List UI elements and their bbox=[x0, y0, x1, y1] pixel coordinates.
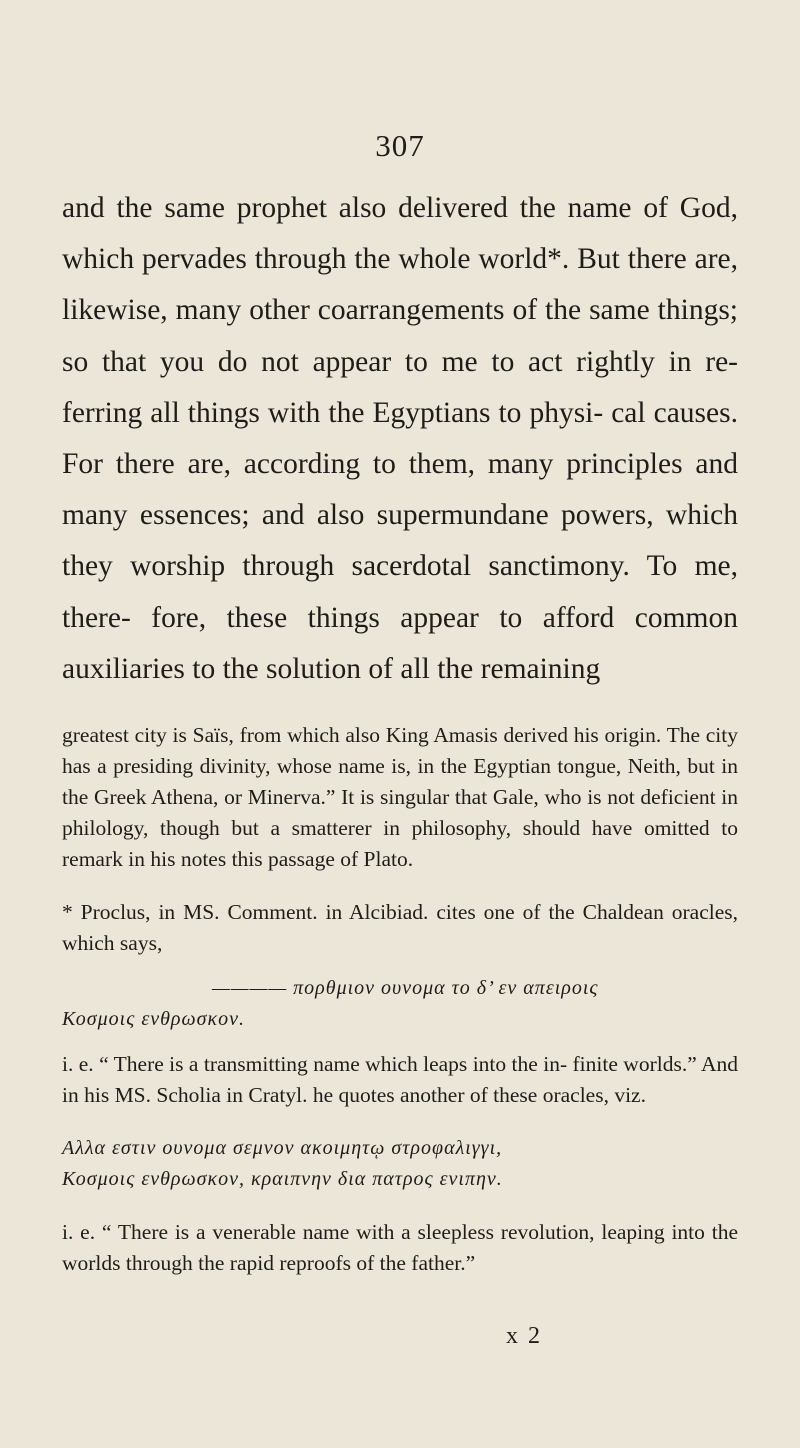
footnote-proclus: * Proclus, in MS. Comment. in Alcibiad. cites one of the Chaldean oracles, which says, bbox=[62, 900, 738, 955]
footnotes bbox=[62, 720, 738, 1279]
main-text: and the same prophet also delivered the name of God, which pervades through the whole world*. But there are, likewise, many other coarrangements of the same things; so that you do not appear to me to act rightly in re- ferring all things with the Egyptians to physi- cal causes. For there are, according to them, many principles and many essences; and also supermundane powers, which they worship through sacerdotal sanctimony. To me, there- fore, these things appear to afford common auxiliaries to the solution of all the remaining bbox=[62, 192, 738, 685]
page-number: 307 bbox=[375, 128, 425, 163]
greek-oracle-1-line-2: Κοσμοις ενθρωσκον. bbox=[62, 1008, 245, 1030]
oracle-2-translation: i. e. “ There is a venerable name with a sleepless revolution, leaping into the worlds through the rapid reproofs of the father.” bbox=[62, 1220, 738, 1275]
greek-oracle-2-line-1: Αλλα εστιν ουνομα σεμνον ακοιμητῳ στροφαλιγγι, bbox=[62, 1137, 503, 1159]
greek-oracle-2-line-2: Κοσμοις ενθρωσκον, κραιπνην δια πατρος ενιπην. bbox=[62, 1168, 503, 1190]
signature-mark: x 2 bbox=[506, 1323, 542, 1349]
footnote-continuation: greatest city is Saïs, from which also King Amasis derived his origin. The city has a presiding divinity, whose name is, in the Egyptian tongue, Neith, but in the Greek Athena, or Minerva.” It is singular that Gale, who is not deficient in philology, though but a smatterer in philosophy, should have omitted to remark in his notes this passage of Plato. bbox=[62, 723, 738, 871]
oracle-1-translation: i. e. “ There is a transmitting name which leaps into the in- finite worlds.” And in his MS. Scholia in Cratyl. he quotes another of these oracles, viz. bbox=[62, 1052, 738, 1107]
greek-oracle-1-line-1: ———— πορθμιον ουνομα το δ’ εν απειροις bbox=[212, 977, 599, 999]
